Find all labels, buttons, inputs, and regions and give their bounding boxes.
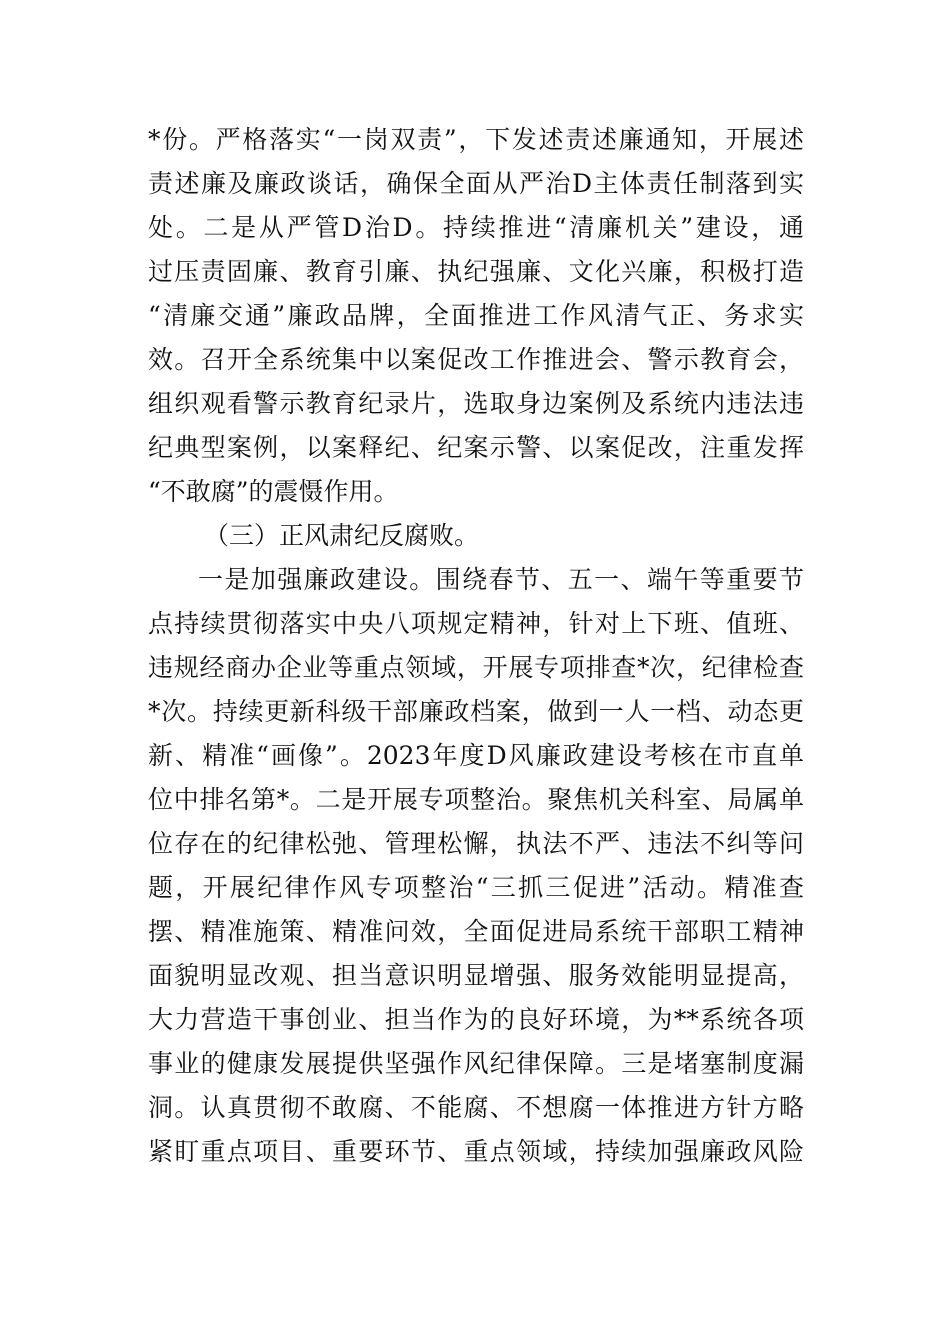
text-line: 面貌明显改观、担当意识明显增强、服务效能明显提高，: [148, 961, 804, 990]
text-line: *份。严格落实“一岗双责”，下发述责述廉通知，开展述: [148, 125, 804, 154]
text-line: *次。持续更新科级干部廉政档案，做到一人一档、动态更: [148, 697, 804, 726]
text-line: 位中排名第*。二是开展专项整治。聚焦机关科室、局属单: [148, 785, 804, 814]
text-line: 新、精准“画像”。2023年度D风廉政建设考核在市直单: [148, 741, 804, 770]
text-line: 点持续贯彻落实中央八项规定精神，针对上下班、值班、: [148, 609, 804, 638]
text-line: 摆、精准施策、精准问效，全面促进局系统干部职工精神: [148, 917, 804, 946]
text-line: “不敢腐”的震慑作用。: [148, 477, 399, 506]
paragraph-2: [148, 558, 804, 1174]
text-line: 紧盯重点项目、重要环节、重点领域，持续加强廉政风险: [148, 1137, 804, 1166]
text-line: 事业的健康发展提供坚强作风纪律保障。三是堵塞制度漏: [148, 1049, 804, 1078]
text-line: “清廉交通”廉政品牌，全面推进工作风清气正、务求实: [148, 301, 804, 330]
section-heading: （三）正风肃纪反腐败。: [204, 521, 480, 550]
text-line: 纪典型案例，以案释纪、纪案示警、以案促改，注重发挥: [148, 433, 804, 462]
text-line: 违规经商办企业等重点领域，开展专项排查*次，纪律检查: [148, 653, 804, 682]
text-line: 题，开展纪律作风专项整治“三抓三促进”活动。精准查: [148, 873, 804, 902]
text-line: 过压责固廉、教育引廉、执纪强廉、文化兴廉，积极打造: [148, 257, 804, 286]
text-line: 位存在的纪律松弛、管理松懈，执法不严、违法不纠等问: [148, 829, 804, 858]
document-page: [148, 118, 804, 1174]
text-line: 效。召开全系统集中以案促改工作推进会、警示教育会，: [148, 345, 804, 374]
text-line: 大力营造干事创业、担当作为的良好环境，为**系统各项: [148, 1005, 804, 1034]
text-line: 责述廉及廉政谈话，确保全面从严治D主体责任制落到实: [148, 169, 804, 198]
text-line: 一是加强廉政建设。围绕春节、五一、端午等重要节: [198, 565, 804, 594]
paragraph-1: [148, 118, 804, 514]
text-line: 洞。认真贯彻不敢腐、不能腐、不想腐一体推进方针方略: [148, 1093, 804, 1122]
text-line: 处。二是从严管D治D。持续推进“清廉机关”建设，通: [148, 213, 804, 242]
text-line: 组织观看警示教育纪录片，选取身边案例及系统内违法违: [148, 389, 804, 418]
